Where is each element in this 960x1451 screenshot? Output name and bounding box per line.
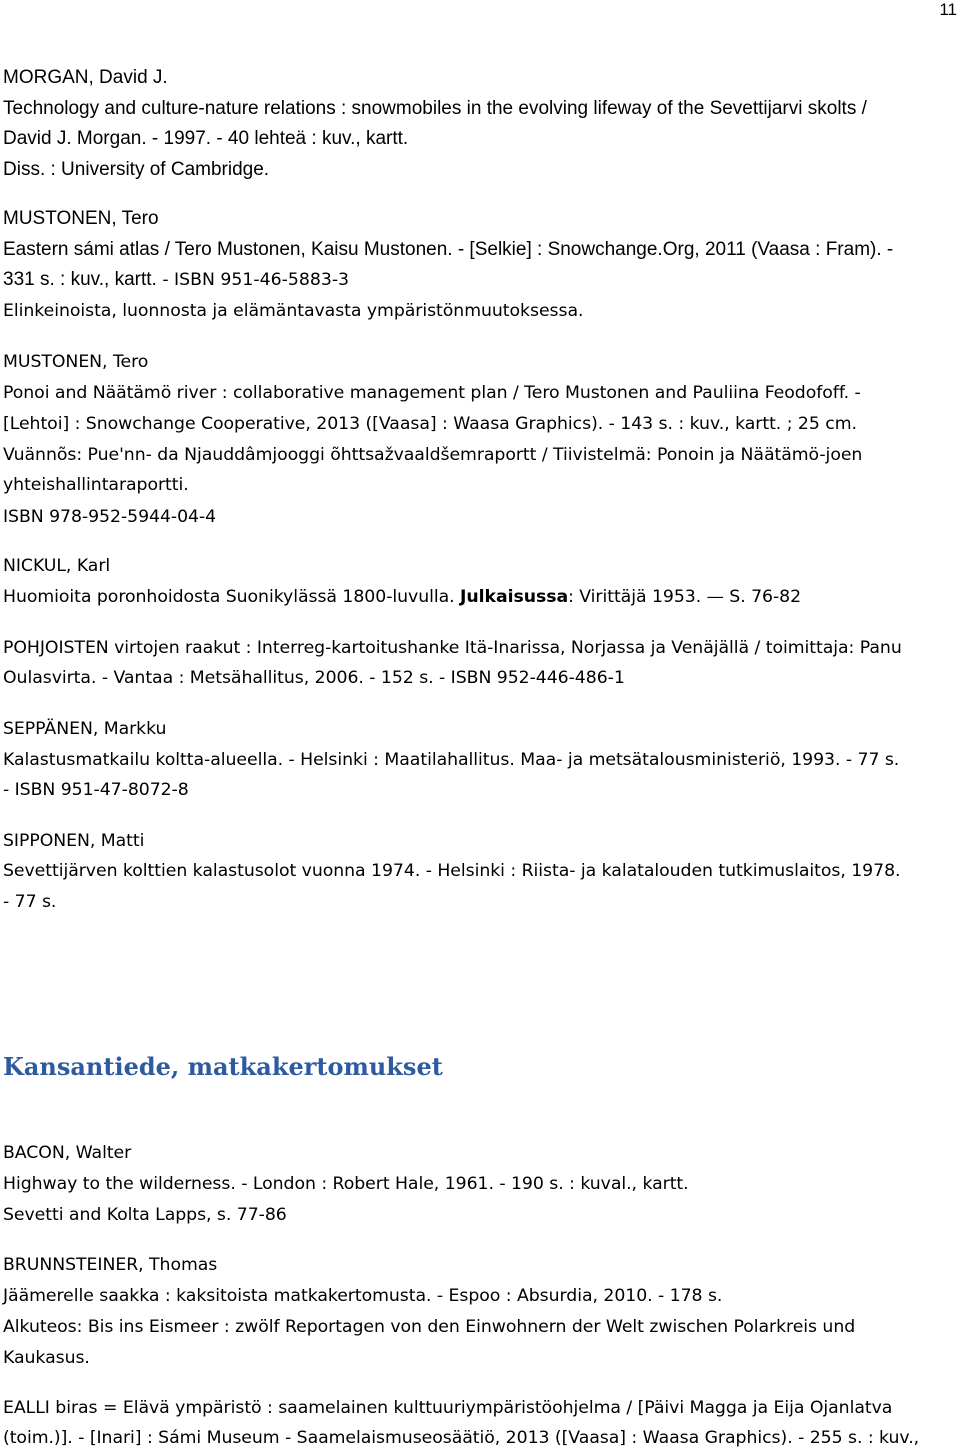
entry-text: Sevettijärven kolttien kalastusolot vuonna 1974. - Helsinki : Riista- ja kalatalouden tutkimuslaitos, 1978. xyxy=(3,861,901,881)
entry-text: [Lehtoi] : Snowchange Cooperative, 2013 ([Vaasa] : Waasa Graphics). - 143 s. : kuv., kartt. ; 25 cm. xyxy=(3,414,857,434)
entry-text: (toim.)]. - [Inari] : Sámi Museum - Saamelaismuseosäätiö, 2013 ([Vaasa] : Waasa Graphics). - 255 s. : kuv., xyxy=(3,1428,920,1448)
entry-author: MORGAN, David J. xyxy=(3,67,168,88)
entry-text: Ponoi and Näätämö river : collaborative management plan / Tero Mustonen and Pauliina Feodofoff. - xyxy=(3,383,861,403)
entry-note: Alkuteos: Bis ins Eismeer : zwölf Reportagen von den Einwohnern der Welt zwischen Polarkreis und xyxy=(3,1317,856,1337)
entry-note: yhteishallintaraportti. xyxy=(3,475,189,495)
entry-author: MUSTONEN, Tero xyxy=(3,352,149,372)
entry-text: EALLI biras = Elävä ympäristö : saamelainen kulttuuriympäristöohjelma / [Päivi Magga ja Eija Ojanlatva xyxy=(3,1398,893,1418)
section-heading: Kansantiede, matkakertomukset xyxy=(3,1052,443,1081)
entry-note: Kaukasus. xyxy=(3,1348,90,1368)
entry-text: Eastern sámi atlas / Tero Mustonen, Kaisu Mustonen. - [Selkie] : Snowchange.Org, 2011 (Vaasa : Fram). - xyxy=(3,239,894,260)
entry-author: SEPPÄNEN, Markku xyxy=(3,719,167,739)
entry-text: Kalastusmatkailu koltta-alueella. - Helsinki : Maatilahallitus. Maa- ja metsätalousministeriö, 1993. - 77 s. xyxy=(3,750,900,770)
entry-author: BACON, Walter xyxy=(3,1143,132,1163)
entry-text: Huomioita poronhoidosta Suonikylässä 1800-luvulla. Julkaisussa: Virittäjä 1953. — S. 76-82 xyxy=(3,587,802,607)
entry-isbn: ISBN 978-952-5944-04-4 xyxy=(3,507,217,527)
entry-author: NICKUL, Karl xyxy=(3,556,111,576)
entry-author: BRUNNSTEINER, Thomas xyxy=(3,1255,218,1275)
entry-author: MUSTONEN, Tero xyxy=(3,208,159,229)
entry-note: Sevetti and Kolta Lapps, s. 77-86 xyxy=(3,1205,287,1225)
entry-note: Vuännõs: Pue'nn- da Njauddâmjooggi õhttsažvaaldšemraportt / Tiivistelmä: Ponoin ja Näätämö-joen xyxy=(3,445,863,465)
entry-text: - 77 s. xyxy=(3,892,57,912)
entry-text: Oulasvirta. - Vantaa : Metsähallitus, 2006. - 152 s. - ISBN 952-446-486-1 xyxy=(3,668,625,688)
entry-text: Jäämerelle saakka : kaksitoista matkakertomusta. - Espoo : Absurdia, 2010. - 178 s. xyxy=(3,1286,723,1306)
entry-text: Technology and culture-nature relations : snowmobiles in the evolving lifeway of the Sevettijarvi skolts / xyxy=(3,98,867,119)
entry-text: David J. Morgan. - 1997. - 40 lehteä : kuv., kartt. xyxy=(3,128,409,149)
entry-note: Elinkeinoista, luonnosta ja elämäntavasta ympäristönmuutoksessa. xyxy=(3,301,584,321)
entry-author: SIPPONEN, Matti xyxy=(3,831,145,851)
entry-note: Diss. : University of Cambridge. xyxy=(3,159,270,180)
page-number: 11 xyxy=(939,0,957,19)
entry-text: Highway to the wilderness. - London : Robert Hale, 1961. - 190 s. : kuval., kartt. xyxy=(3,1174,689,1194)
entry-text: 331 s. : kuv., kartt. - ISBN 951-46-5883-3 xyxy=(3,269,350,290)
entry-isbn: - ISBN 951-47-8072-8 xyxy=(3,780,189,800)
entry-text: POHJOISTEN virtojen raakut : Interreg-kartoitushanke Itä-Inarissa, Norjassa ja Venäjällä / toimittaja: Panu xyxy=(3,638,902,658)
